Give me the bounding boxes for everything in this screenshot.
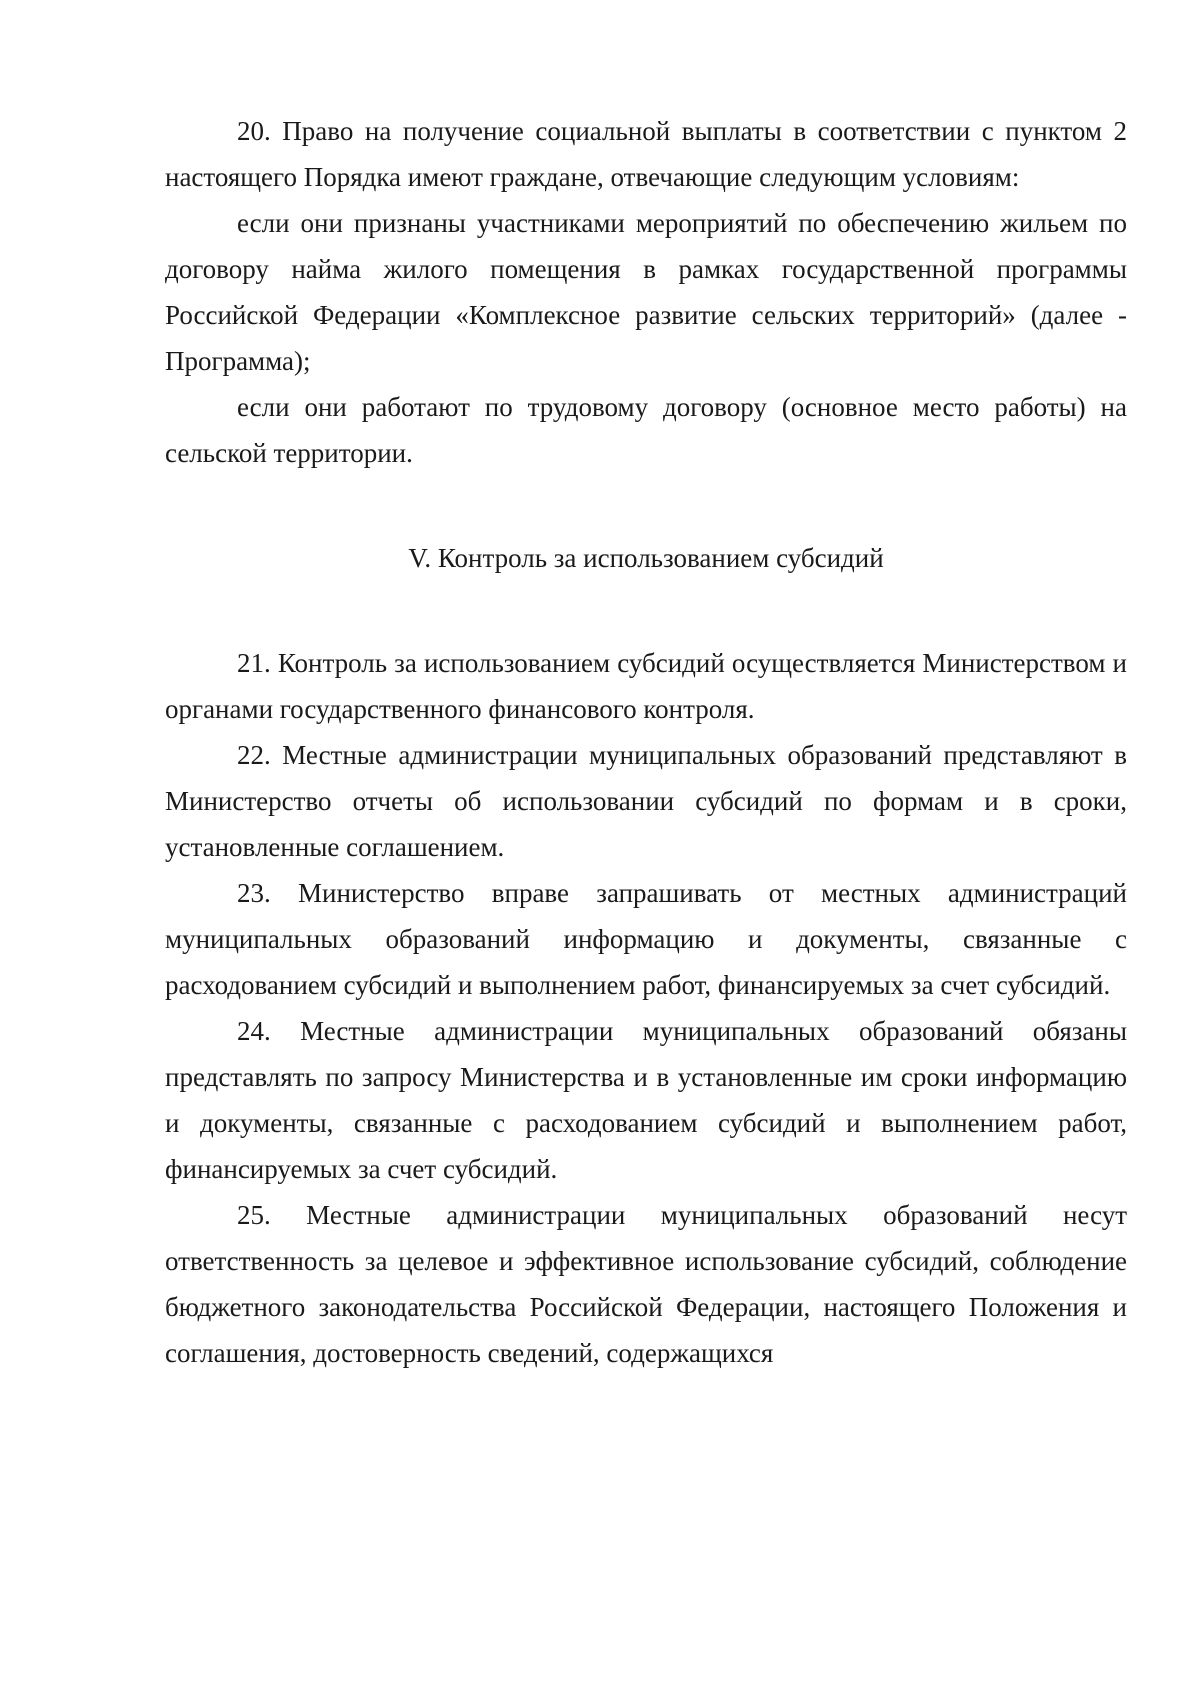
section-heading: V. Контроль за использованием субсидий bbox=[408, 543, 884, 573]
document-body bbox=[165, 108, 1127, 1376]
paragraph-condition-program: если они признаны участниками мероприятий по обеспечению жильем по договору найма жилого помещения в рамках государственной программы Российской Федерации «Комплексное развитие сельских территорий» (далее - Программа); bbox=[165, 208, 1127, 376]
paragraph-23: 23. Министерство вправе запрашивать от местных администраций муниципальных образований информацию и документы, связанные с расходованием субсидий и выполнением работ, финансируемых за счет субсидий. bbox=[165, 878, 1127, 1000]
paragraph-22: 22. Местные администрации муниципальных образований представляют в Министерство отчеты об использовании субсидий по формам и в сроки, установленные соглашением. bbox=[165, 740, 1127, 862]
paragraph-20: 20. Право на получение социальной выплаты в соответствии с пунктом 2 настоящего Порядка имеют граждане, отвечающие следующим условиям: bbox=[165, 116, 1127, 192]
paragraph-25: 25. Местные администрации муниципальных образований несут ответственность за целевое и эффективное использование субсидий, соблюдение бюджетного законодательства Российской Федерации, настоящего Положения и соглашения, достоверность сведений, содержащихся bbox=[165, 1200, 1127, 1368]
paragraph-21: 21. Контроль за использованием субсидий осуществляется Министерством и органами государственного финансового контроля. bbox=[165, 648, 1127, 724]
paragraph-24: 24. Местные администрации муниципальных образований обязаны представлять по запросу Министерства и в установленные им сроки информацию и документы, связанные с расходованием субсидий и выполнением работ, финансируемых за счет субсидий. bbox=[165, 1016, 1127, 1184]
paragraph-condition-employment: если они работают по трудовому договору (основное место работы) на сельской территории. bbox=[165, 392, 1127, 468]
